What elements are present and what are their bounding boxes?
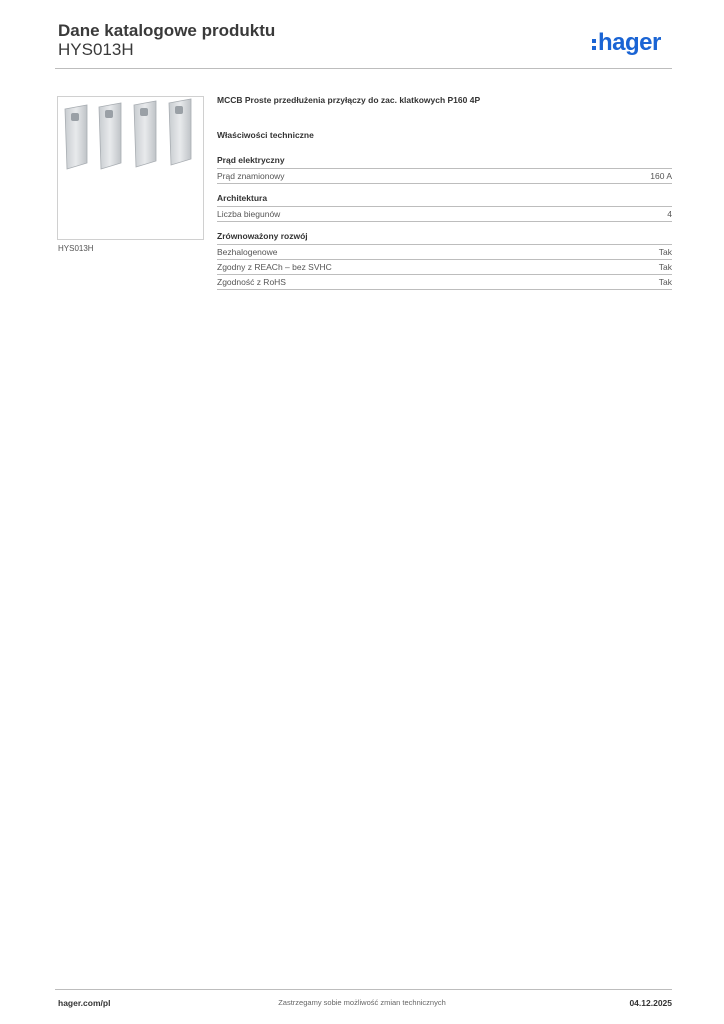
footer-date: 04.12.2025 xyxy=(629,998,672,1008)
section-electric-current xyxy=(217,155,672,184)
image-caption: HYS013H xyxy=(58,244,94,253)
spec-label: Bezhalogenowe xyxy=(217,247,278,257)
section-heading: Prąd elektryczny xyxy=(217,155,672,169)
spec-row xyxy=(217,207,672,222)
spec-content xyxy=(217,95,672,299)
spec-label: Zgodność z RoHS xyxy=(217,277,286,287)
spec-value: Tak xyxy=(658,277,672,287)
spec-label: Zgodny z REACh – bez SVHC xyxy=(217,262,332,272)
page-title: Dane katalogowe produktu xyxy=(58,21,276,40)
spec-label: Prąd znamionowy xyxy=(217,171,285,181)
product-code: HYS013H xyxy=(58,40,134,59)
logo-wordmark: hager xyxy=(598,29,661,56)
logo-dots-icon xyxy=(592,39,596,50)
spec-row xyxy=(217,260,672,275)
section-heading: Zrównoważony rozwój xyxy=(217,231,672,245)
spec-row xyxy=(217,245,672,260)
footer-disclaimer: Zastrzegamy sobie możliwość zmian technicznych xyxy=(278,998,446,1007)
busbar-extension-pieces-icon xyxy=(58,97,203,239)
product-name: MCCB Proste przedłużenia przyłączy do zac. klatkowych P160 4P xyxy=(217,95,481,105)
product-image xyxy=(57,96,204,240)
footer-website-link[interactable]: hager.com/pl xyxy=(58,998,111,1008)
spec-row xyxy=(217,169,672,184)
hager-logo xyxy=(592,28,661,58)
spec-label: Liczba biegunów xyxy=(217,209,281,219)
tech-properties-heading: Właściwości techniczne xyxy=(217,130,314,140)
section-sustainability xyxy=(217,231,672,290)
header-divider xyxy=(55,68,672,69)
spec-value: 160 A xyxy=(650,171,672,181)
spec-value: Tak xyxy=(658,247,672,257)
section-architecture xyxy=(217,193,672,222)
spec-value: 4 xyxy=(667,209,672,219)
footer-divider xyxy=(55,989,672,990)
section-heading: Architektura xyxy=(217,193,672,207)
spec-row xyxy=(217,275,672,290)
spec-value: Tak xyxy=(658,262,672,272)
